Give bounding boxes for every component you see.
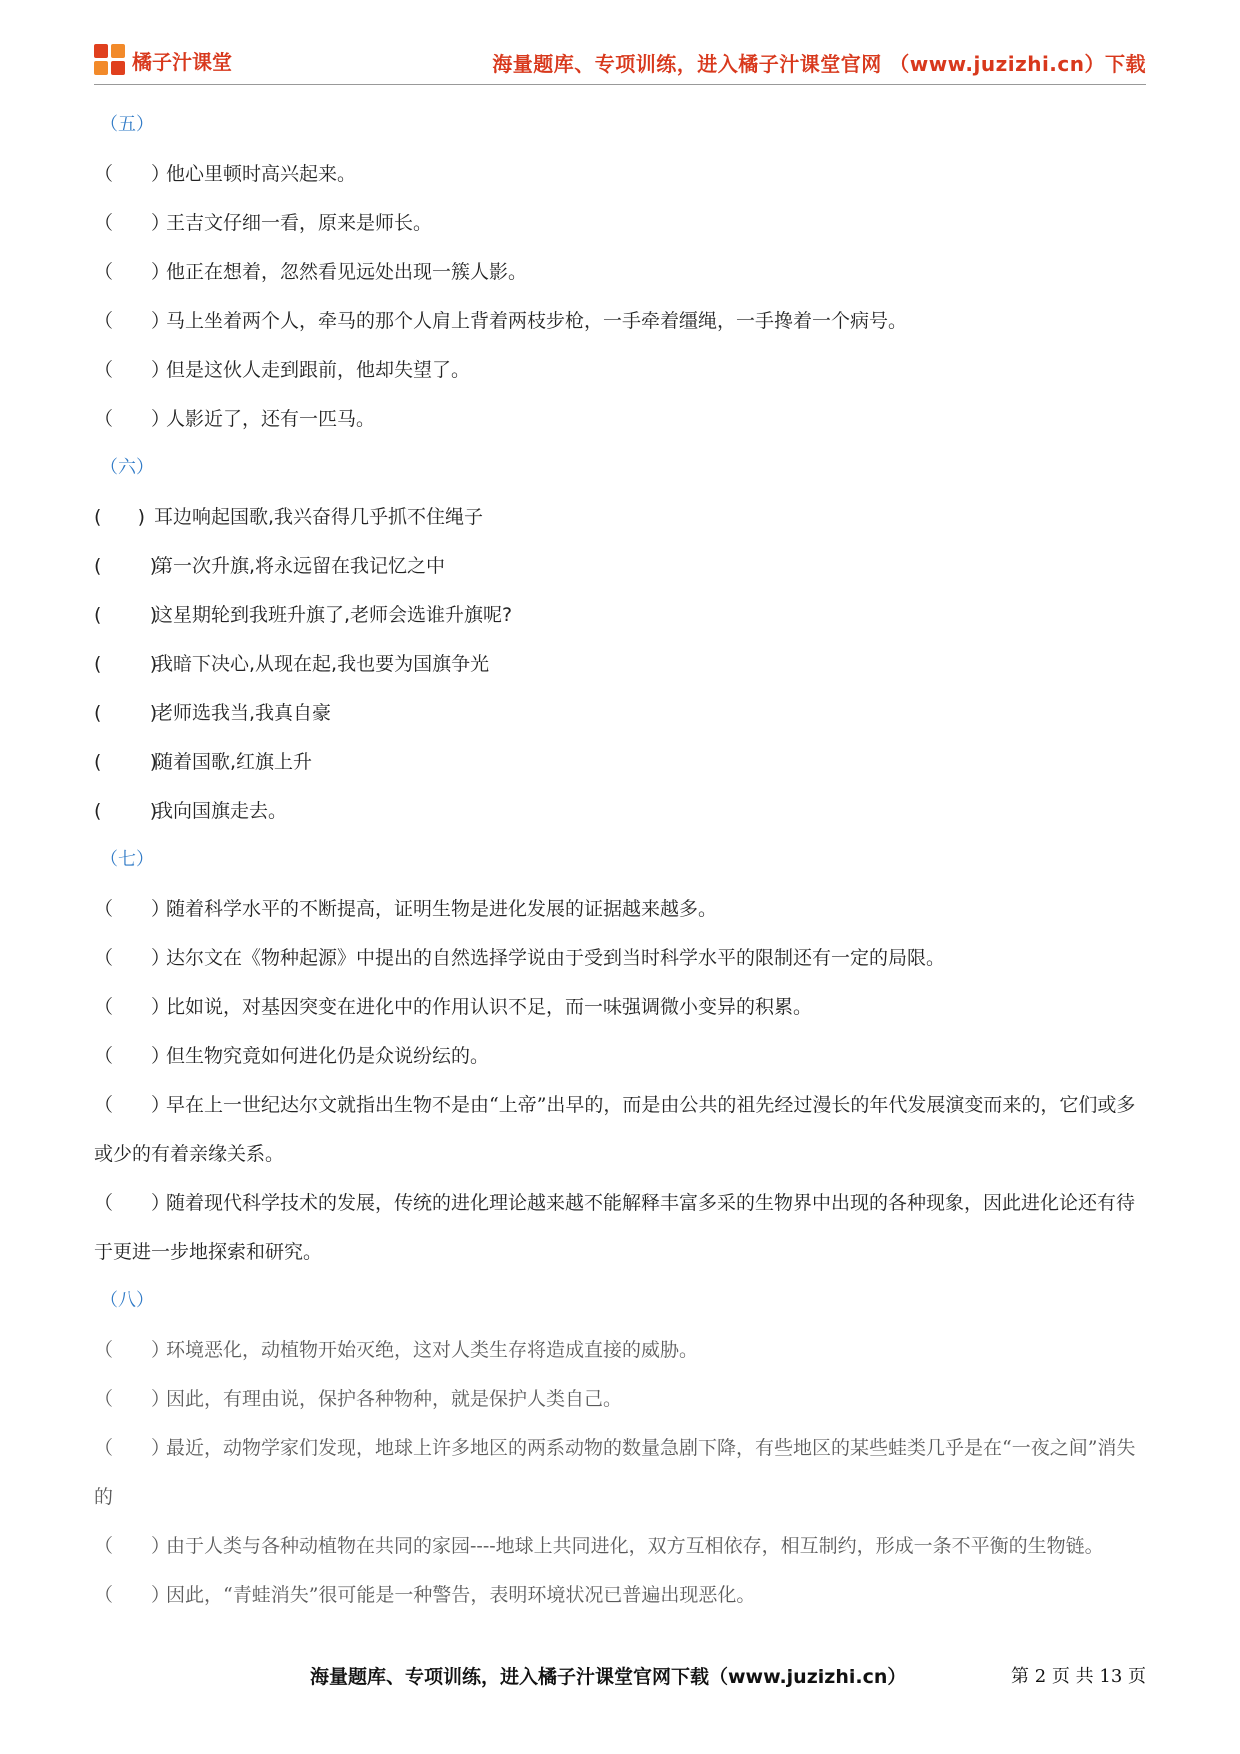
ordering-item: （ ）达尔文在《物种起源》中提出的自然选择学说由于受到当时科学水平的限制还有一定的局限。: [94, 941, 1146, 990]
ordering-item: ( )我暗下决心,从现在起,我也要为国旗争光: [94, 647, 1146, 696]
answer-blank[interactable]: （ ）: [94, 310, 171, 332]
answer-blank[interactable]: （ ）: [94, 1535, 171, 1557]
ordering-item: （ ）王吉文仔细一看，原来是师长。: [94, 206, 1146, 255]
answer-blank[interactable]: （ ）: [94, 212, 171, 234]
ordering-item: ( )老师选我当,我真自豪: [94, 696, 1146, 745]
page-number: 第 2 页 共 13 页: [1011, 1666, 1146, 1687]
logo-icon: [94, 44, 126, 76]
ordering-item: ( ) 耳边响起国歌,我兴奋得几乎抓不住绳子: [94, 500, 1146, 549]
answer-blank[interactable]: （ ）: [94, 359, 171, 381]
answer-blank[interactable]: （ ）: [94, 1437, 171, 1459]
answer-blank[interactable]: ( ): [94, 702, 158, 724]
answer-blank[interactable]: （ ）: [94, 163, 171, 185]
ordering-item: （ ）但是这伙人走到跟前，他却失望了。: [94, 353, 1146, 402]
page-footer: [0, 1662, 1240, 1692]
answer-blank[interactable]: ( ): [94, 653, 158, 675]
answer-blank[interactable]: （ ）: [94, 1339, 171, 1361]
document-body: [94, 108, 1146, 1627]
answer-blank[interactable]: （ ）: [94, 1388, 171, 1410]
ordering-item: （ ）人影近了，还有一匹马。: [94, 402, 1146, 451]
answer-blank[interactable]: （ ）: [94, 1584, 171, 1606]
ordering-item: （ ）由于人类与各种动植物在共同的家园----地球上共同进化，双方互相依存，相互制约，形成一条不平衡的生物链。: [94, 1522, 1146, 1571]
section-title-7: （七）: [100, 849, 154, 870]
ordering-item: （ ）随着科学水平的不断提高，证明生物是进化发展的证据越来越多。: [94, 892, 1146, 941]
ordering-item: （ ）他心里顿时高兴起来。: [94, 157, 1146, 206]
answer-blank[interactable]: ( ): [94, 800, 158, 822]
ordering-item: （ ）他正在想着，忽然看见远处出现一簇人影。: [94, 255, 1146, 304]
footer-text: 海量题库、专项训练，进入橘子汁课堂官网下载（www.juzizhi.cn）: [310, 1666, 907, 1688]
answer-blank[interactable]: （ ）: [94, 947, 171, 969]
answer-blank[interactable]: （ ）: [94, 1045, 171, 1067]
ordering-item: ( )我向国旗走去。: [94, 794, 1146, 843]
ordering-item: （ ）因此，“青蛙消失”很可能是一种警告，表明环境状况已普遍出现恶化。: [94, 1578, 1146, 1627]
answer-blank[interactable]: （ ）: [94, 408, 171, 430]
ordering-item: （ ）随着现代科学技术的发展，传统的进化理论越来越不能解释丰富多采的生物界中出现的各种现象，因此进化论还有待于更进一步地探索和研究。: [94, 1179, 1146, 1277]
answer-blank[interactable]: ( ): [94, 506, 146, 528]
answer-blank[interactable]: （ ）: [94, 1094, 171, 1116]
section-title-5: （五）: [100, 114, 154, 135]
answer-blank[interactable]: （ ）: [94, 898, 171, 920]
ordering-item: （ ）马上坐着两个人，牵马的那个人肩上背着两枝步枪，一手牵着缰绳，一手搀着一个病号。: [94, 304, 1146, 353]
ordering-item: （ ）但生物究竟如何进化仍是众说纷纭的。: [94, 1039, 1146, 1088]
ordering-item: （ ）最近，动物学家们发现，地球上许多地区的两系动物的数量急剧下降，有些地区的某些蛙类几乎是在“一夜之间”消失的: [94, 1424, 1146, 1522]
answer-blank[interactable]: （ ）: [94, 996, 171, 1018]
answer-blank[interactable]: （ ）: [94, 1192, 171, 1214]
answer-blank[interactable]: （ ）: [94, 261, 171, 283]
ordering-item: （ ）因此，有理由说，保护各种物种，就是保护人类自己。: [94, 1382, 1146, 1431]
answer-blank[interactable]: ( ): [94, 555, 158, 577]
page-header: [94, 38, 1146, 85]
logo[interactable]: [94, 44, 232, 76]
ordering-item: ( )这星期轮到我班升旗了,老师会选谁升旗呢?: [94, 598, 1146, 647]
answer-blank[interactable]: ( ): [94, 751, 158, 773]
answer-blank[interactable]: ( ): [94, 604, 158, 626]
ordering-item: （ ）环境恶化，动植物开始灭绝，这对人类生存将造成直接的威胁。: [94, 1333, 1146, 1382]
section-title-6: （六）: [100, 457, 154, 478]
ordering-item: ( )随着国歌,红旗上升: [94, 745, 1146, 794]
header-slogan: 海量题库、专项训练，进入橘子汁课堂官网 （www.juzizhi.cn）下载: [492, 52, 1146, 76]
logo-text: 橘子汁课堂: [132, 49, 232, 74]
ordering-item: ( )第一次升旗,将永远留在我记忆之中: [94, 549, 1146, 598]
section-title-8: （八）: [100, 1290, 154, 1311]
ordering-item: （ ）比如说，对基因突变在进化中的作用认识不足，而一味强调微小变异的积累。: [94, 990, 1146, 1039]
ordering-item: （ ）早在上一世纪达尔文就指出生物不是由“上帝”出早的，而是由公共的祖先经过漫长的年代发展演变而来的，它们或多或少的有着亲缘关系。: [94, 1081, 1146, 1179]
